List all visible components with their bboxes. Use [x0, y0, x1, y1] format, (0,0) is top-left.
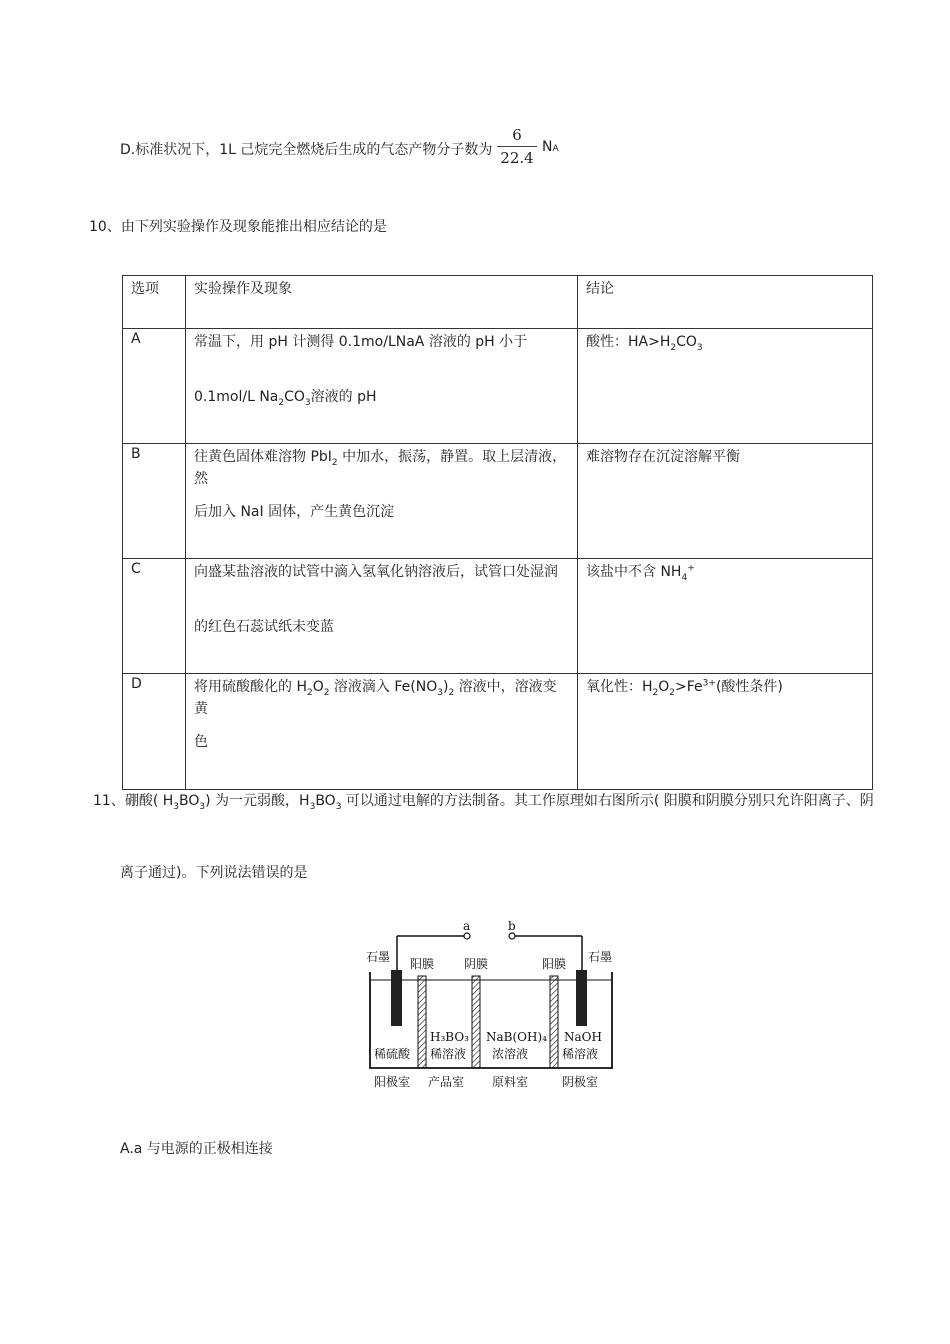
electrode-right-label: 石墨 — [588, 950, 613, 964]
row-a-conclusion: 酸性：$HA>H_2CO_3$ — [578, 329, 873, 444]
q11-stem-line2: 离子通过)。下列说法错误的是 — [120, 865, 308, 881]
room4-label: 阴极室 — [562, 1075, 599, 1089]
header-conclusion: 结论 — [578, 276, 873, 329]
membrane1-label: 阳膜 — [410, 957, 435, 971]
membrane2-label: 阴膜 — [464, 957, 489, 971]
row-c-conclusion: 该盐中不含 $NH_4^+$ — [578, 559, 873, 674]
room3-label: 原料室 — [492, 1075, 529, 1089]
row-a-operation: 常温下，用 pH 计测得 0.1mo/LNaA 溶液的 pH 小于 0.1mol/L $Na_2CO_3$溶液的 pH — [186, 329, 578, 444]
solution3-line2: 浓溶液 — [492, 1047, 529, 1061]
room2-label: 产品室 — [428, 1075, 465, 1089]
table-row — [123, 559, 873, 674]
unit-sub: A — [552, 144, 559, 154]
terminal-a-label: a — [463, 919, 471, 933]
solution2-line2: 稀溶液 — [430, 1047, 467, 1061]
solution4-line2: 稀溶液 — [562, 1047, 599, 1061]
q10-stem: 10、由下列实验操作及现象能推出相应结论的是 — [89, 219, 387, 235]
q11-stem: 11、硼酸( $H_3BO_3$) 为一元弱酸，$H_3BO_3$ 可以通过电解的方法制备。其工作原理如右图所示( 阳膜和阴膜分别只允许阳离子、阴 — [93, 793, 874, 812]
electrode-left-label: 石墨 — [366, 950, 391, 964]
solution4-line1: NaOH — [564, 1030, 602, 1044]
fraction-bar — [497, 146, 537, 147]
unit-main: N — [542, 139, 553, 155]
table-header-row — [123, 276, 873, 329]
solution2-line1: H₃BO₃ — [430, 1030, 469, 1044]
graphite-electrode-right — [576, 970, 587, 1026]
q10-table — [122, 275, 873, 790]
option-d — [120, 139, 492, 159]
row-b-option: B — [123, 444, 186, 559]
row-b-operation: 往黄色固体难溶物 PbI$_2$ 中加水，振荡，静置。取上层清液，然 后加入 NaI 固体，产生黄色沉淀 — [186, 444, 578, 559]
option-d-text: D.标准状况下，1L 己烷完全燃烧后生成的气态产物分子数为 — [120, 142, 493, 158]
header-operation: 实验操作及现象 — [186, 276, 578, 329]
membrane3-label: 阳膜 — [542, 957, 567, 971]
solution3-line1: NaB(OH)₄ — [486, 1030, 547, 1044]
fraction-denominator: 22.4 — [500, 149, 534, 167]
row-c-operation: 向盛某盐溶液的试管中滴入氢氧化钠溶液后，试管口处湿润 的红色石蕊试纸未变蓝 — [186, 559, 578, 674]
table-row — [123, 674, 873, 790]
row-d-option: D — [123, 674, 186, 790]
room1-label: 阳极室 — [374, 1075, 411, 1089]
fraction — [497, 126, 537, 167]
row-c-option: C — [123, 559, 186, 674]
row-a-option: A — [123, 329, 186, 444]
electrolysis-diagram — [362, 918, 622, 1093]
avogadro-unit — [542, 139, 559, 155]
terminal-a-icon — [464, 933, 470, 939]
table-row — [123, 329, 873, 444]
row-d-conclusion: 氧化性：$H_2O_2>Fe^{3+}$(酸性条件) — [578, 674, 873, 790]
q11-option-a: A.a 与电源的正极相连接 — [120, 1141, 273, 1157]
graphite-electrode-left — [391, 970, 402, 1026]
header-option: 选项 — [123, 276, 186, 329]
solution1-label: 稀硫酸 — [374, 1047, 411, 1061]
fraction-numerator: 6 — [512, 126, 522, 144]
terminal-b-label: b — [508, 919, 516, 933]
row-d-operation: 将用硫酸酸化的 $H_2O_2$ 溶液滴入 $Fe(NO_3)_2$ 溶液中，溶液变黄 色 — [186, 674, 578, 790]
row-b-conclusion: 难溶物存在沉淀溶解平衡 — [578, 444, 873, 559]
terminal-b-icon — [509, 933, 515, 939]
table-row — [123, 444, 873, 559]
